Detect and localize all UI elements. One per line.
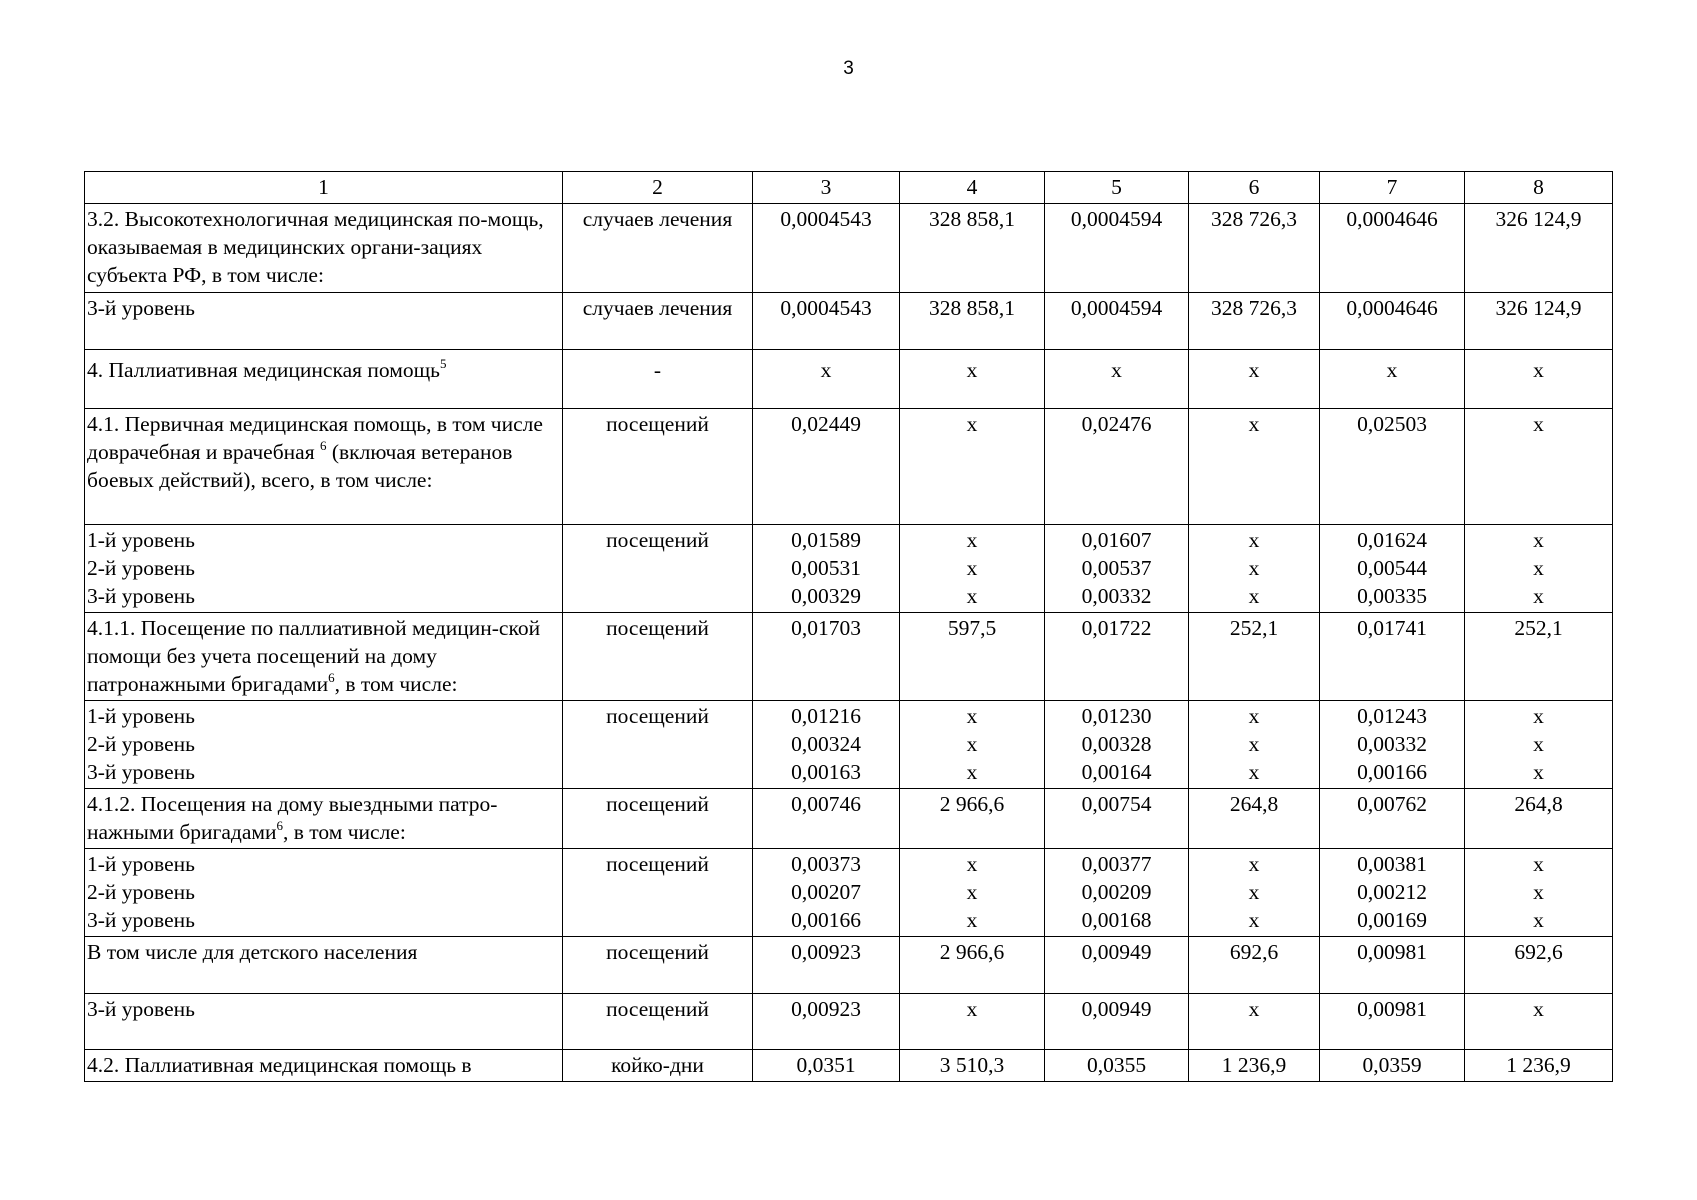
value-cell: 0,00746 [753,789,900,849]
footnote-ref: 6 [276,817,283,833]
level-name: 1-й уровень [87,528,195,552]
value: 0,00324 [791,732,861,756]
data-table [84,171,1613,1082]
table-row [85,204,1613,293]
level-name: 1-й уровень [87,704,195,728]
value-cell: 0,00981 [1320,994,1465,1050]
unit-cell: посещений [563,937,753,994]
value-cell [1045,525,1189,613]
value: 0,00377 [1081,852,1152,876]
row-name [85,789,563,849]
value: 0,00531 [791,556,861,580]
row-name: 3-й уровень [85,293,563,350]
row-name [85,613,563,701]
row-name-text: 4.1.1. Посещение по паллиативной медицин-ской помощи без учета посещений на дому патронажными бригадами [87,616,541,696]
value: 0,00329 [791,584,861,608]
unit-cell: посещений [563,994,753,1050]
value-cell: 0,0351 [753,1050,900,1082]
table-row [85,293,1613,350]
value-cell [1189,849,1320,937]
value-cell: 0,01741 [1320,613,1465,701]
value-cell: 1 236,9 [1189,1050,1320,1082]
value: х [1533,852,1544,876]
column-number: 2 [563,172,753,204]
column-number: 5 [1045,172,1189,204]
column-number: 6 [1189,172,1320,204]
value: 0,00207 [791,880,861,904]
page-number: 3 [843,58,854,79]
value-cell: 0,0004646 [1320,293,1465,350]
value: 0,00164 [1081,760,1152,784]
value-cell: 0,00949 [1045,937,1189,994]
level-name: 3-й уровень [87,760,195,784]
level-name: 1-й уровень [87,852,195,876]
value: х [1533,880,1544,904]
value-cell: х [1189,994,1320,1050]
column-number: 4 [900,172,1045,204]
value: х [1533,528,1544,552]
value-cell [1189,701,1320,789]
value: х [966,556,978,580]
table-row [85,525,1613,613]
level-name: 2-й уровень [87,556,195,580]
unit-cell: случаев лечения [563,293,753,350]
value: х [1248,704,1260,728]
value: х [1533,584,1544,608]
value: 0,00373 [791,852,861,876]
column-number: 7 [1320,172,1465,204]
value: х [966,584,978,608]
value-cell: х [900,994,1045,1050]
value-cell: 2 966,6 [900,789,1045,849]
value-cell [753,701,900,789]
value-cell [753,849,900,937]
value: х [1533,760,1544,784]
table-row [85,937,1613,994]
value-cell: 252,1 [1189,613,1320,701]
value-cell: 328 726,3 [1189,293,1320,350]
value: 0,00328 [1081,732,1152,756]
row-name: 3-й уровень [85,994,563,1050]
value-cell: 0,00949 [1045,994,1189,1050]
value-cell: 692,6 [1189,937,1320,994]
column-number: 3 [753,172,900,204]
value-cell: 326 124,9 [1465,204,1613,293]
value-cell: х [1045,350,1189,409]
value: 0,00163 [791,760,861,784]
value-cell: 0,0004646 [1320,204,1465,293]
footnote-ref: 6 [328,669,335,685]
value: 0,00209 [1081,880,1152,904]
footnote-ref: 5 [439,355,447,371]
table-row [85,613,1613,701]
value: х [966,732,978,756]
value-cell: 0,02449 [753,409,900,525]
value-cell: 252,1 [1465,613,1613,701]
value: 0,01624 [1357,528,1427,552]
value-cell: 1 236,9 [1465,1050,1613,1082]
value-cell: 328 858,1 [900,204,1045,293]
value-cell: 0,0004543 [753,293,900,350]
value: х [1248,760,1260,784]
value: х [966,760,978,784]
level-names [85,525,563,613]
value: 0,01230 [1081,704,1152,728]
value-cell [1189,525,1320,613]
column-number: 8 [1465,172,1613,204]
value-cell: 0,01703 [753,613,900,701]
value-cell: 328 726,3 [1189,204,1320,293]
value-cell: х [1465,409,1613,525]
value: х [1533,908,1544,932]
row-name-text: , в том числе: [334,672,458,696]
value-cell [900,701,1045,789]
value-cell: х [900,409,1045,525]
row-name: 4.2. Паллиативная медицинская помощь в [85,1050,563,1082]
level-name: 3-й уровень [87,584,195,608]
value-cell: 0,00762 [1320,789,1465,849]
row-name [85,409,563,525]
table-row [85,701,1613,789]
unit-cell: койко-дни [563,1050,753,1082]
table-row [85,789,1613,849]
level-name: 3-й уровень [87,908,195,932]
value: х [1248,732,1260,756]
unit-cell: случаев лечения [563,204,753,293]
level-name: 2-й уровень [87,732,195,756]
value: 0,01216 [791,704,861,728]
value-cell: 0,0359 [1320,1050,1465,1082]
level-names [85,701,563,789]
table-row [85,849,1613,937]
value-cell [1320,701,1465,789]
value-cell [1320,849,1465,937]
value-cell [1465,525,1613,613]
value: 0,00332 [1357,732,1427,756]
value-cell: х [1465,350,1613,409]
value: х [1248,908,1260,932]
level-names [85,849,563,937]
value-cell: 0,00754 [1045,789,1189,849]
value: х [966,852,978,876]
unit-cell: посещений [563,849,753,937]
value-cell: х [1189,409,1320,525]
value-cell: х [753,350,900,409]
value-cell [1320,525,1465,613]
table-row [85,994,1613,1050]
column-number-row [85,172,1613,204]
value: х [1248,880,1260,904]
value-cell: 0,0004594 [1045,204,1189,293]
value-cell: 0,00981 [1320,937,1465,994]
unit-cell: посещений [563,525,753,613]
value-cell: х [1320,350,1465,409]
value-cell: 328 858,1 [900,293,1045,350]
value: х [1533,704,1544,728]
value: 0,01607 [1081,528,1152,552]
value-cell [1465,849,1613,937]
value: х [966,528,978,552]
value-cell [1045,701,1189,789]
value-cell: 3 510,3 [900,1050,1045,1082]
row-name-text: , в том числе: [283,820,406,844]
value: 0,01589 [791,528,861,552]
value: х [966,908,978,932]
table-row [85,1050,1613,1082]
value: х [1248,584,1260,608]
row-name-text: 4.1. Первичная медицинская помощь, в том числе доврачебная и врачебная [87,412,543,464]
value-cell: 0,0004543 [753,204,900,293]
table-row [85,350,1613,409]
value-cell: 264,8 [1465,789,1613,849]
value-cell [753,525,900,613]
value-cell: х [1465,994,1613,1050]
value-cell: 0,0004594 [1045,293,1189,350]
value-cell: 0,00923 [753,994,900,1050]
value-cell: 597,5 [900,613,1045,701]
row-name: 3.2. Высокотехнологичная медицинская по-мощь, оказываемая в медицинских органи-зациях субъекта РФ, в том числе: [85,204,563,293]
level-name: 2-й уровень [87,880,195,904]
value: х [1533,556,1544,580]
value: 0,01243 [1357,704,1427,728]
value: 0,00335 [1357,584,1427,608]
row-name-text: 4.1.2. Посещения на дому выездными патро-нажными бригадами [87,792,498,844]
value: 0,00166 [1357,760,1427,784]
unit-cell: - [563,350,753,409]
value: х [966,880,978,904]
value: 0,00169 [1357,908,1427,932]
value: х [1248,556,1260,580]
value: 0,00537 [1081,556,1152,580]
row-name-text: 4. Паллиативная медицинская помощь [87,358,440,382]
value: х [1248,852,1260,876]
footnote-ref: 6 [319,437,327,453]
value-cell: х [1189,350,1320,409]
value: 0,00166 [791,908,861,932]
value-cell: 264,8 [1189,789,1320,849]
value: 0,00212 [1357,880,1427,904]
value-cell [900,525,1045,613]
value-cell [1465,701,1613,789]
row-name [85,350,563,409]
unit-cell: посещений [563,409,753,525]
unit-cell: посещений [563,613,753,701]
unit-cell: посещений [563,701,753,789]
value-cell: 692,6 [1465,937,1613,994]
value: 0,00332 [1081,584,1152,608]
value: х [1533,732,1544,756]
row-name: В том числе для детского населения [85,937,563,994]
value-cell: 0,02503 [1320,409,1465,525]
unit-cell: посещений [563,789,753,849]
value: х [966,704,978,728]
value: 0,00544 [1357,556,1427,580]
value: 0,00168 [1081,908,1152,932]
table-row [85,409,1613,525]
value-cell [1045,849,1189,937]
value: 0,00381 [1357,852,1427,876]
value-cell: 0,01722 [1045,613,1189,701]
value-cell [900,849,1045,937]
value-cell: 326 124,9 [1465,293,1613,350]
column-number: 1 [85,172,563,204]
value-cell: х [900,350,1045,409]
value-cell: 2 966,6 [900,937,1045,994]
value: х [1248,528,1260,552]
row-name-text: (включая ветеранов боевых действий), всего, в том числе: [87,440,513,492]
value-cell: 0,02476 [1045,409,1189,525]
value-cell: 0,00923 [753,937,900,994]
value-cell: 0,0355 [1045,1050,1189,1082]
